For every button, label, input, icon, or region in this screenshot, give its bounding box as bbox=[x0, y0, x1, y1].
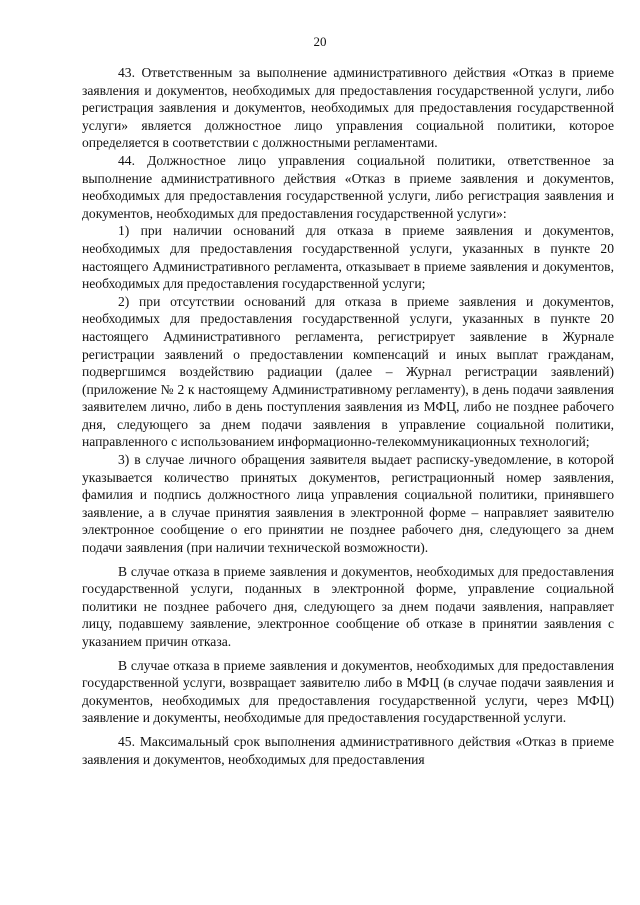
paragraph-44-item-1: 1) при наличии оснований для отказа в приеме заявления и документов, необходимых для предоставления государственной услуги, указанных в пункте 20 настоящего Административного регламента, отказывает в приеме заявления и документов, необходимых для предоставления государственной услуги; bbox=[82, 223, 614, 292]
paragraph-44: 44. Должностное лицо управления социальной политики, ответственное за выполнение административного действия «Отказ в приеме заявления и документов, необходимых для предоставления государственной услуги, либо регистрация заявления и документов, необходимых для предоставления государственной услуги»: bbox=[82, 152, 614, 221]
page-number: 20 bbox=[313, 34, 327, 49]
paragraph-refusal-return: В случае отказа в приеме заявления и документов, необходимых для предоставления государственной услуги, возвращает заявителю либо в МФЦ (в случае подачи заявления и документов, необходимых для предоставления государственной услуги, через МФЦ) заявление и документы, необходимые для предоставления государственной услуги. bbox=[82, 657, 614, 726]
paragraph-electronic-refusal: В случае отказа в приеме заявления и документов, необходимых для предоставления государственной услуги, поданных в электронной форме, управление социальной политики не позднее рабочего дня, следующего за днем подачи заявления, направляет лицу, подавшему заявление, электронное сообщение об отказе в принятии заявления с указанием причин отказа. bbox=[82, 563, 614, 649]
paragraph-43: 43. Ответственным за выполнение административного действия «Отказ в приеме заявления и документов, необходимых для предоставления государственной услуги, либо регистрация заявления и документов, необходимых для предоставления государственной услуги» является должностное лицо управления социальной политики, которое определяется в соответствии с должностными регламентами. bbox=[82, 65, 614, 151]
paragraph-44-item-2: 2) при отсутствии оснований для отказа в приеме заявления и документов, необходимых для предоставления государственной услуги, указанных в пункте 20 настоящего Административного регламента, регистрирует заявление в Журнале регистрации заявлений о предоставлении компенсаций и иных выплат гражданам, подвергшимся воздействию радиации (далее – Журнал регистрации заявлений) (приложение № 2 к настоящему Административному регламенту), в день подачи заявления заявителем лично, либо в день поступления заявления из МФЦ, либо не позднее рабочего дня, следующего за днем подачи заявления в управление социальной политики, направленного с использованием информационно-телекоммуникационных технологий; bbox=[82, 293, 614, 450]
document-body bbox=[82, 64, 614, 768]
paragraph-45: 45. Максимальный срок выполнения административного действия «Отказ в приеме заявления и документов, необходимых для предоставления bbox=[82, 733, 614, 767]
paragraph-44-item-3: 3) в случае личного обращения заявителя выдает расписку-уведомление, в которой указывается количество принятых документов, регистрационный номер заявления, фамилия и подпись должностного лица управления социальной политики, принявшего заявление, а в случае принятия заявления в электронной форме – направляет заявителю электронное сообщение о его принятии не позднее рабочего дня, следующего за днем подачи заявления (при наличии технической возможности). bbox=[82, 452, 614, 556]
